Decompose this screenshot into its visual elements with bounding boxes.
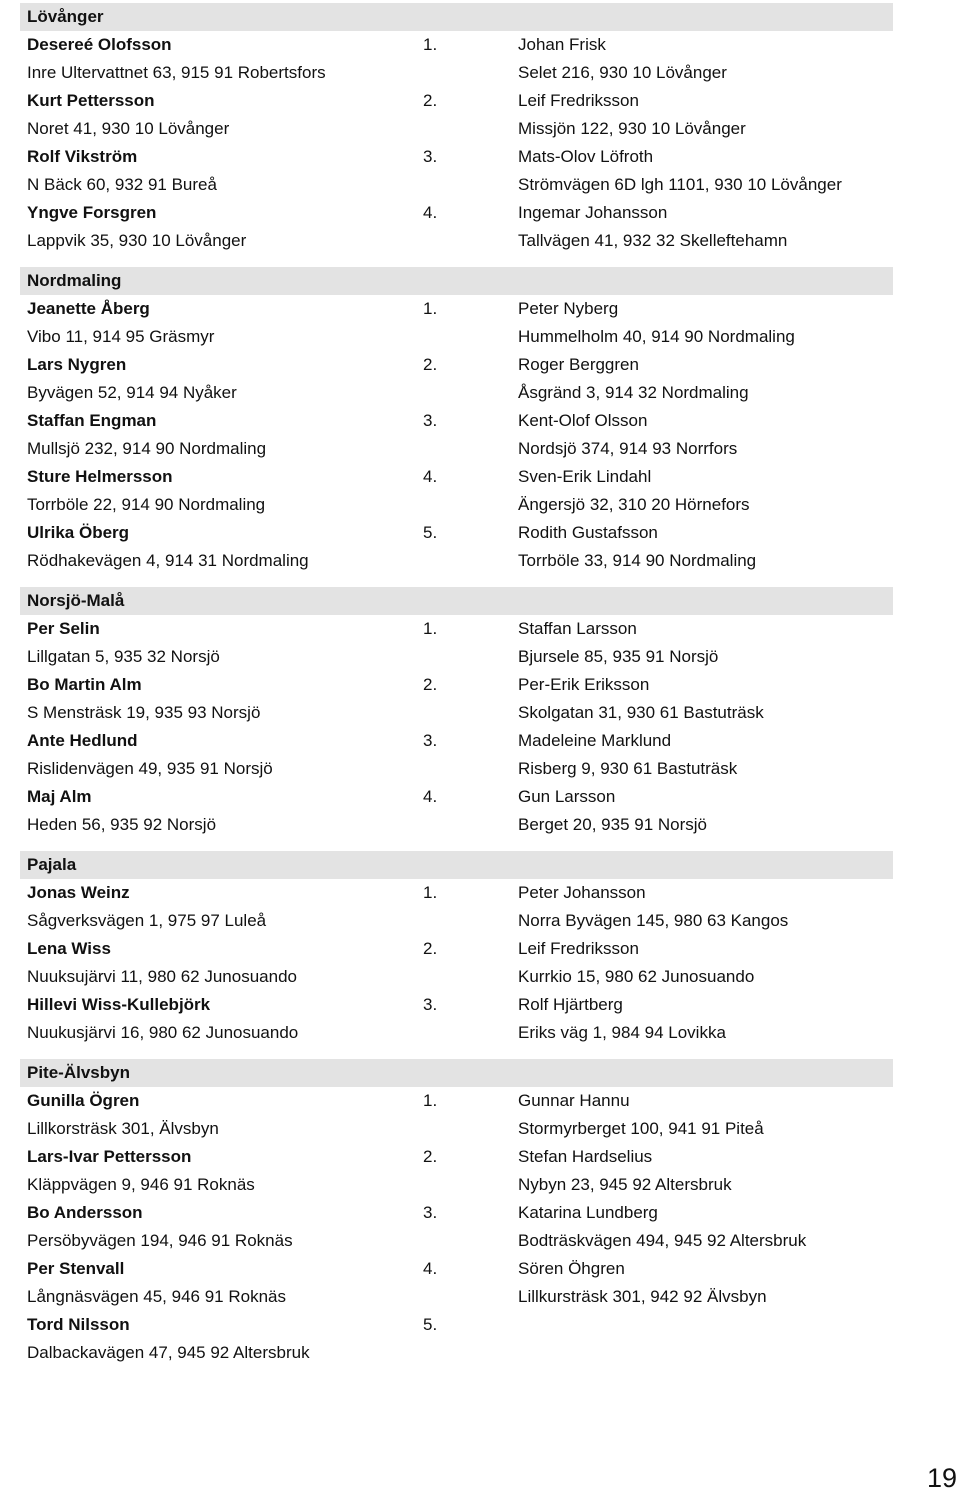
deputy-name: Katarina Lundberg <box>518 1203 658 1222</box>
deputy-name: Sören Öhgren <box>518 1259 625 1278</box>
deputy-address: Bodträskvägen 494, 945 92 Altersbruk <box>518 1231 807 1250</box>
deputy-address: Berget 20, 935 91 Norsjö <box>518 815 708 834</box>
deputy-address: Åsgränd 3, 914 32 Nordmaling <box>518 383 749 402</box>
entry-number: 2. <box>423 939 438 958</box>
section <box>20 1059 893 1367</box>
deputy-name: Gunnar Hannu <box>518 1091 630 1110</box>
entry-address-row <box>20 379 893 407</box>
entry-name-row <box>20 295 893 323</box>
deputy-address: Kurrkio 15, 980 62 Junosuando <box>518 967 755 986</box>
member-address: Långnäsvägen 45, 946 91 Roknäs <box>27 1287 286 1306</box>
member-name: Desereé Olofsson <box>27 35 172 54</box>
deputy-address: Norra Byvägen 145, 980 63 Kangos <box>518 911 789 930</box>
entry-number: 1. <box>423 299 438 318</box>
member-name: Jeanette Åberg <box>27 299 150 318</box>
entry-address-row <box>20 115 893 143</box>
entry-number: 2. <box>423 91 438 110</box>
entry-address-row <box>20 1339 893 1367</box>
deputy-address: Missjön 122, 930 10 Lövånger <box>518 119 746 138</box>
section <box>20 587 893 839</box>
entry-number: 2. <box>423 355 438 374</box>
entry-number: 3. <box>423 147 438 166</box>
entry-address-row <box>20 699 893 727</box>
entry-name-row <box>20 463 893 491</box>
entry-name-row <box>20 143 893 171</box>
deputy-address: Ängersjö 32, 310 20 Hörnefors <box>518 495 750 514</box>
section-title: Pajala <box>20 851 893 879</box>
member-name: Bo Martin Alm <box>27 675 142 694</box>
entry-address-row <box>20 1171 893 1199</box>
deputy-name: Mats-Olov Löfroth <box>518 147 654 166</box>
entry-name-row <box>20 1199 893 1227</box>
member-name: Hillevi Wiss-Kullebjörk <box>27 995 211 1014</box>
member-address: Noret 41, 930 10 Lövånger <box>27 119 230 138</box>
entry-name-row <box>20 615 893 643</box>
deputy-name: Ingemar Johansson <box>518 203 668 222</box>
entry-address-row <box>20 491 893 519</box>
section <box>20 267 893 575</box>
entry-number: 3. <box>423 411 438 430</box>
entry-number: 1. <box>423 619 438 638</box>
entry-number: 4. <box>423 467 438 486</box>
deputy-address: Risberg 9, 930 61 Bastuträsk <box>518 759 738 778</box>
entry-number: 2. <box>423 675 438 694</box>
deputy-address: Strömvägen 6D lgh 1101, 930 10 Lövånger <box>518 175 842 194</box>
entry-number: 5. <box>423 523 438 542</box>
deputy-address: Eriks väg 1, 984 94 Lovikka <box>518 1023 726 1042</box>
deputy-name: Madeleine Marklund <box>518 731 672 750</box>
entry-address-row <box>20 1115 893 1143</box>
deputy-name: Peter Nyberg <box>518 299 619 318</box>
entry-number: 4. <box>423 203 438 222</box>
deputy-name: Rodith Gustafsson <box>518 523 658 542</box>
member-address: Rislidenvägen 49, 935 91 Norsjö <box>27 759 273 778</box>
entry-address-row <box>20 59 893 87</box>
entry-number: 1. <box>423 1091 438 1110</box>
entry-name-row <box>20 727 893 755</box>
entry-number: 3. <box>423 995 438 1014</box>
entry-name-row <box>20 87 893 115</box>
deputy-address: Tallvägen 41, 932 32 Skelleftehamn <box>518 231 788 250</box>
deputy-name: Gun Larsson <box>518 787 616 806</box>
deputy-name: Kent-Olof Olsson <box>518 411 648 430</box>
entry-name-row <box>20 1143 893 1171</box>
entry-number: 2. <box>423 1147 438 1166</box>
entry-name-row <box>20 519 893 547</box>
entry-number: 4. <box>423 787 438 806</box>
entry-address-row <box>20 907 893 935</box>
member-name: Lars-Ivar Pettersson <box>27 1147 192 1166</box>
entry-address-row <box>20 1227 893 1255</box>
deputy-address: Nordsjö 374, 914 93 Norrfors <box>518 439 738 458</box>
entry-address-row <box>20 1019 893 1047</box>
entry-address-row <box>20 323 893 351</box>
member-name: Sture Helmersson <box>27 467 173 486</box>
entry-address-row <box>20 547 893 575</box>
entry-number: 3. <box>423 1203 438 1222</box>
deputy-name: Peter Johansson <box>518 883 646 902</box>
entry-name-row <box>20 351 893 379</box>
deputy-address: Selet 216, 930 10 Lövånger <box>518 63 727 82</box>
entry-name-row <box>20 1087 893 1115</box>
section-title: Nordmaling <box>20 267 893 295</box>
entry-name-row <box>20 407 893 435</box>
member-name: Tord Nilsson <box>27 1315 130 1334</box>
entry-name-row <box>20 1311 893 1339</box>
member-address: Lillgatan 5, 935 32 Norsjö <box>27 647 220 666</box>
entry-address-row <box>20 1283 893 1311</box>
entry-number: 4. <box>423 1259 438 1278</box>
entry-name-row <box>20 935 893 963</box>
deputy-name: Leif Fredriksson <box>518 91 639 110</box>
member-name: Jonas Weinz <box>27 883 130 902</box>
member-address: S Mensträsk 19, 935 93 Norsjö <box>27 703 261 722</box>
member-address: Inre Ultervattnet 63, 915 91 Robertsfors <box>27 63 326 82</box>
section <box>20 3 893 255</box>
entry-number: 5. <box>423 1315 438 1334</box>
deputy-name: Per-Erik Eriksson <box>518 675 650 694</box>
entry-address-row <box>20 963 893 991</box>
section <box>20 851 893 1047</box>
member-name: Lena Wiss <box>27 939 111 958</box>
entry-name-row <box>20 31 893 59</box>
entry-address-row <box>20 643 893 671</box>
deputy-name: Leif Fredriksson <box>518 939 639 958</box>
deputy-name: Roger Berggren <box>518 355 639 374</box>
member-address: Mullsjö 232, 914 90 Nordmaling <box>27 439 267 458</box>
member-address: Rödhakevägen 4, 914 31 Nordmaling <box>27 551 309 570</box>
entry-address-row <box>20 435 893 463</box>
member-address: N Bäck 60, 932 91 Bureå <box>27 175 217 194</box>
member-address: Sågverksvägen 1, 975 97 Luleå <box>27 911 267 930</box>
member-name: Yngve Forsgren <box>27 203 157 222</box>
entry-address-row <box>20 171 893 199</box>
entry-number: 1. <box>423 883 438 902</box>
deputy-address: Lillkursträsk 301, 942 92 Älvsbyn <box>518 1287 767 1306</box>
member-address: Nuukusjärvi 16, 980 62 Junosuando <box>27 1023 299 1042</box>
member-name: Bo Andersson <box>27 1203 143 1222</box>
entry-address-row <box>20 811 893 839</box>
member-name: Ante Hedlund <box>27 731 138 750</box>
member-name: Lars Nygren <box>27 355 127 374</box>
member-address: Byvägen 52, 914 94 Nyåker <box>27 383 237 402</box>
deputy-name: Rolf Hjärtberg <box>518 995 623 1014</box>
entry-name-row <box>20 1255 893 1283</box>
entry-name-row <box>20 991 893 1019</box>
entry-address-row <box>20 755 893 783</box>
member-address: Persöbyvägen 194, 946 91 Roknäs <box>27 1231 293 1250</box>
page-number: 19 <box>926 1463 957 1493</box>
member-address: Dalbackavägen 47, 945 92 Altersbruk <box>27 1343 310 1362</box>
member-name: Per Stenvall <box>27 1259 125 1278</box>
member-name: Maj Alm <box>27 787 92 806</box>
deputy-name: Johan Frisk <box>518 35 606 54</box>
entry-name-row <box>20 879 893 907</box>
member-name: Gunilla Ögren <box>27 1091 140 1110</box>
member-name: Staffan Engman <box>27 411 157 430</box>
entry-name-row <box>20 783 893 811</box>
member-address: Lappvik 35, 930 10 Lövånger <box>27 231 247 250</box>
entry-name-row <box>20 199 893 227</box>
entry-name-row <box>20 671 893 699</box>
deputy-name: Stefan Hardselius <box>518 1147 653 1166</box>
member-address: Heden 56, 935 92 Norsjö <box>27 815 217 834</box>
deputy-address: Nybyn 23, 945 92 Altersbruk <box>518 1175 732 1194</box>
deputy-name: Sven-Erik Lindahl <box>518 467 652 486</box>
member-address: Lillkorsträsk 301, Älvsbyn <box>27 1119 219 1138</box>
deputy-address: Skolgatan 31, 930 61 Bastuträsk <box>518 703 764 722</box>
deputy-address: Torrböle 33, 914 90 Nordmaling <box>518 551 757 570</box>
section-title: Lövånger <box>20 3 893 31</box>
member-name: Kurt Pettersson <box>27 91 155 110</box>
deputy-address: Bjursele 85, 935 91 Norsjö <box>518 647 719 666</box>
member-name: Ulrika Öberg <box>27 523 130 542</box>
deputy-address: Stormyrberget 100, 941 91 Piteå <box>518 1119 764 1138</box>
member-address: Nuuksujärvi 11, 980 62 Junosuando <box>27 967 297 986</box>
entry-number: 1. <box>423 35 438 54</box>
member-address: Vibo 11, 914 95 Gräsmyr <box>27 327 215 346</box>
entry-address-row <box>20 227 893 255</box>
section-title: Pite-Älvsbyn <box>20 1059 893 1087</box>
deputy-name: Staffan Larsson <box>518 619 637 638</box>
member-address: Torrböle 22, 914 90 Nordmaling <box>27 495 266 514</box>
document <box>20 3 893 1379</box>
section-title: Norsjö-Malå <box>20 587 893 615</box>
entry-number: 3. <box>423 731 438 750</box>
member-name: Per Selin <box>27 619 100 638</box>
deputy-address: Hummelholm 40, 914 90 Nordmaling <box>518 327 795 346</box>
member-name: Rolf Vikström <box>27 147 138 166</box>
member-address: Kläppvägen 9, 946 91 Roknäs <box>27 1175 255 1194</box>
